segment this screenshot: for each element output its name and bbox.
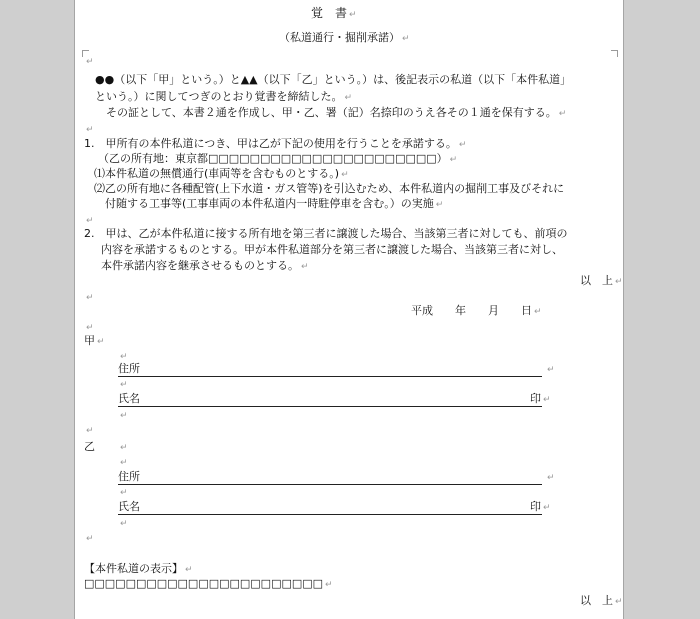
date-line[interactable]: 平成 年 月 日 ↵ <box>411 304 542 317</box>
clause-1-line-2: （乙の所有地：東京都□□□□□□□□□□□□□□□□□□□□□□） ↵ <box>98 152 458 165</box>
party-b-name-field[interactable] <box>118 514 542 515</box>
intro-line-3: その証として、本書２通を作成し、甲・乙、署（記）名捺印のうえ各その１通を保有する。 ↵ <box>95 106 567 119</box>
empty-paragraph: ↵ <box>86 323 94 333</box>
party-b-address-label: 住所 <box>118 470 140 483</box>
empty-paragraph: ↵ <box>120 380 128 390</box>
empty-paragraph: ↵ <box>86 125 94 135</box>
document-subtitle: （私道通行・掘削承諾） ↵ <box>279 31 410 44</box>
empty-paragraph: ↵ <box>86 216 94 226</box>
party-a-address-field[interactable] <box>118 376 542 377</box>
party-b-address-field[interactable] <box>118 484 542 485</box>
property-heading: 【本件私道の表示】 ↵ <box>84 562 193 575</box>
paragraph-mark: ↵ <box>547 473 555 483</box>
empty-paragraph: ↵ <box>86 426 94 436</box>
empty-paragraph: ↵ <box>120 488 128 498</box>
party-a-name-label: 氏名 <box>118 392 140 405</box>
right-margin <box>623 0 700 619</box>
intro-line-1: ●●（以下「甲」という。）と▲▲（以下「乙」という。）は、後記表示の私道（以下「本件私道」 <box>95 73 572 86</box>
crop-mark-top-right <box>611 50 618 57</box>
party-b-seal: 印 ↵ <box>530 500 551 513</box>
party-b-label: 乙 <box>84 440 95 453</box>
empty-paragraph: ↵ <box>120 352 128 362</box>
clause-2-line-1: 2. 甲は、乙が本件私道に接する所有地を第三者に譲渡した場合、当該第三者に対しても、前項の <box>84 227 568 240</box>
document-title: 覚 書 ↵ <box>311 6 357 20</box>
empty-paragraph: ↵ <box>120 443 128 453</box>
closing-mark-1: 以 上 ↵ <box>580 274 623 287</box>
clause-1-item-2-cont: 付随する工事等(工事車両の本件私道内一時駐停車を含む。）の実施 ↵ <box>105 197 444 210</box>
party-b-name-label: 氏名 <box>118 500 140 513</box>
intro-line-2: という。）に関してつぎのとおり覚書を締結した。 ↵ <box>95 90 353 103</box>
clause-1-item-1: ⑴本件私道の無償通行(車両等を含むものとする。) ↵ <box>94 167 349 180</box>
clause-2-line-3: 本件承諾内容を継承させるものとする。 ↵ <box>101 259 309 272</box>
party-a-name-field[interactable] <box>118 406 542 407</box>
left-margin <box>0 0 74 619</box>
empty-paragraph: ↵ <box>120 458 128 468</box>
empty-paragraph: ↵ <box>86 534 94 544</box>
party-a-label: 甲 ↵ <box>84 334 105 347</box>
party-a-seal: 印 ↵ <box>530 392 551 405</box>
closing-mark-2: 以 上 ↵ <box>580 594 623 607</box>
empty-paragraph: ↵ <box>86 293 94 303</box>
clause-2-line-2: 内容を承諾するものとする。甲が本件私道部分を第三者に譲渡した場合、当該第三者に対し、 <box>101 243 563 256</box>
empty-paragraph: ↵ <box>86 57 94 67</box>
property-value[interactable]: □□□□□□□□□□□□□□□□□□□□□□□ ↵ <box>84 577 333 590</box>
empty-paragraph: ↵ <box>120 411 128 421</box>
clause-1-line-1: 1. 甲所有の本件私道につき、甲は乙が下記の使用を行うことを承諾する。 ↵ <box>84 137 467 150</box>
party-a-address-label: 住所 <box>118 362 140 375</box>
empty-paragraph: ↵ <box>120 519 128 529</box>
clause-1-item-2: ⑵乙の所有地に各種配管(上下水道・ガス管等)を引込むため、本件私道内の掘削工事及びそれに <box>94 182 565 195</box>
paragraph-mark: ↵ <box>547 365 555 375</box>
